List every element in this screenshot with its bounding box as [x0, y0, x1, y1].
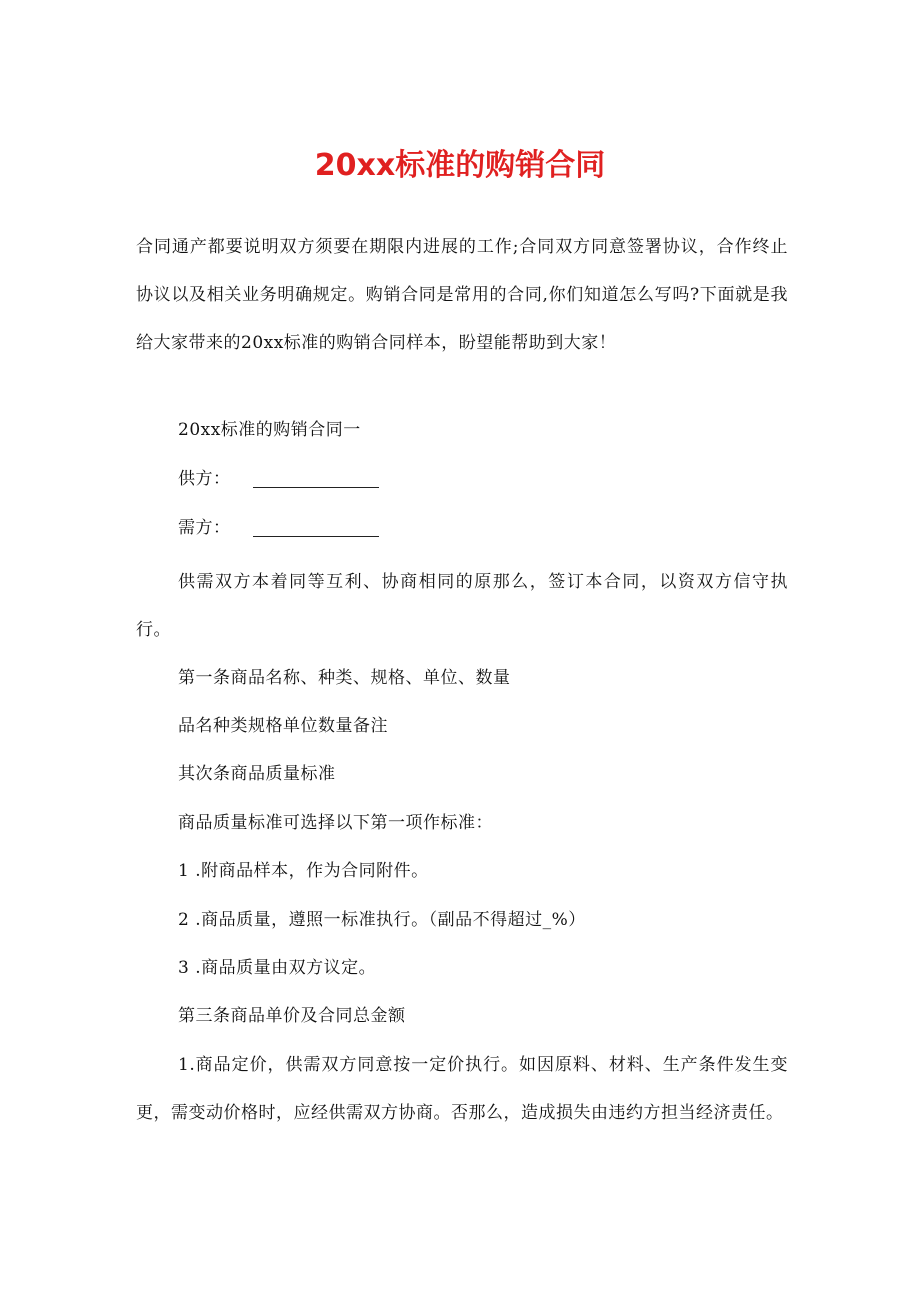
article2-intro: 商品质量标准可选择以下第一项作标准：	[178, 813, 493, 833]
contract-heading: 20xx标准的购销合同一	[178, 420, 361, 440]
article1-columns: 品名种类规格单位数量备注	[178, 716, 388, 736]
article2-heading: 其次条商品质量标准	[178, 764, 336, 784]
buyer-blank	[253, 520, 379, 537]
article2-item3: 3 .商品质量由双方议定。	[178, 958, 377, 978]
principle-paragraph: 供需双方本着同等互利、协商相同的原那么，签订本合同，以资双方信守执行。	[136, 572, 788, 640]
supplier-line	[136, 455, 788, 503]
buyer-line	[136, 504, 788, 552]
article3-item1: 1.商品定价，供需双方同意按一定价执行。如因原料、材料、生产条件发生变更，需变动价格时，应经供需双方协商。否那么，造成损失由违约方担当经济责任。	[136, 1055, 788, 1123]
document-title: 20xx标准的购销合同	[314, 148, 606, 183]
buyer-label: 需方：	[178, 518, 231, 538]
supplier-blank	[253, 471, 379, 488]
article3-heading: 第三条商品单价及合同总金额	[178, 1006, 406, 1026]
article1-heading: 第一条商品名称、种类、规格、单位、数量	[178, 668, 511, 688]
article2-item2: 2 .商品质量，遵照一标准执行。（副品不得超过_%）	[178, 910, 586, 930]
supplier-label: 供方：	[178, 469, 231, 489]
article2-item1: 1 .附商品样本，作为合同附件。	[178, 861, 429, 881]
intro-paragraph: 合同通产都要说明双方须要在期限内进展的工作;合同双方同意签署协议，合作终止协议以及相关业务明确规定。购销合同是常用的合同,你们知道怎么写吗?下面就是我给大家带来的20xx标准的购销合同样本，盼望能帮助到大家！	[136, 237, 788, 353]
